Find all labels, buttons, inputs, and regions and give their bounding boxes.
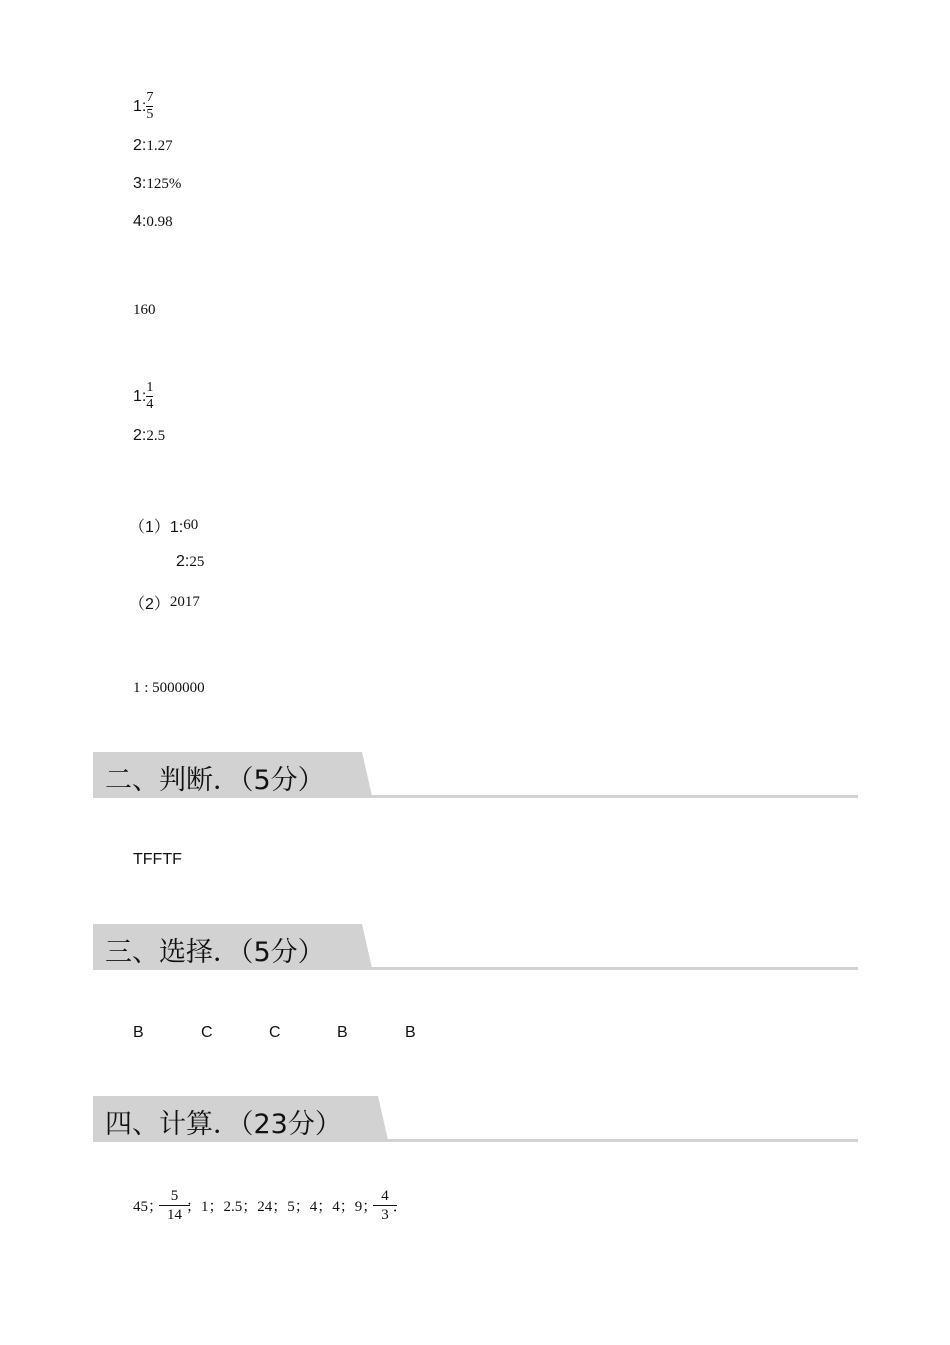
answer-4-2 (129, 591, 200, 614)
answer-4-1 (129, 514, 198, 537)
item-label: 2: (133, 137, 147, 154)
answer-3-1 (133, 380, 153, 413)
choice-answer: B (405, 1024, 416, 1041)
item-label: （1）1: (129, 519, 184, 536)
item-value: 2017 (169, 594, 200, 610)
fraction (163, 1187, 186, 1224)
section-title: 三、选择．（5分） (105, 937, 325, 968)
answer-1-4 (133, 213, 173, 231)
item-label: 2: (176, 553, 190, 570)
item-label: （2） (129, 596, 170, 613)
fraction (146, 380, 153, 413)
item-value: 60 (183, 517, 199, 533)
answer-160: 160 (133, 302, 156, 318)
calc-text: ；1；2.5；24；5；4；4；9； (186, 1199, 378, 1215)
item-label: 2: (133, 427, 147, 444)
section-header-judgement (93, 752, 858, 798)
denominator: 5 (146, 107, 154, 122)
numerator: 5 (170, 1188, 179, 1204)
choice-answer: B (337, 1024, 348, 1041)
calc-text: ． (392, 1199, 408, 1215)
fraction (146, 90, 153, 123)
choice-answers (133, 1024, 473, 1042)
item-value: 1.27 (146, 137, 173, 154)
item-label: 1: (133, 97, 147, 115)
item-value: 0.98 (146, 213, 173, 230)
answer-1-1 (133, 90, 153, 123)
item-value: 125% (146, 175, 182, 192)
choice-answer: C (201, 1024, 213, 1041)
item-label: 3: (133, 175, 147, 192)
denominator: 4 (146, 397, 154, 412)
section-title: 四、计算．（23分） (105, 1109, 342, 1140)
judgement-answers: TFFTF (133, 851, 182, 868)
answer-3-2 (133, 427, 165, 445)
answer-4-1b (176, 553, 204, 571)
choice-answer: B (133, 1024, 144, 1041)
calc-text: 45； (133, 1199, 164, 1215)
choice-answer: C (269, 1024, 281, 1041)
answer-1-2 (133, 137, 173, 155)
calculation-answers (133, 1187, 408, 1224)
answer-1-3 (133, 175, 181, 193)
fraction (377, 1187, 393, 1224)
section-header-choice (93, 924, 858, 970)
item-value: 25 (189, 553, 205, 570)
numerator: 1 (146, 380, 154, 395)
item-label: 1: (133, 387, 147, 405)
numerator: 7 (146, 90, 154, 105)
item-value: 2.5 (146, 427, 166, 444)
answer-scale: 1 : 5000000 (133, 680, 205, 696)
denominator: 14 (167, 1207, 183, 1223)
numerator: 4 (381, 1188, 389, 1204)
section-header-calculation (93, 1096, 858, 1142)
section-title: 二、判断．（5分） (105, 765, 325, 796)
denominator: 3 (381, 1207, 389, 1223)
item-label: 4: (133, 213, 147, 230)
